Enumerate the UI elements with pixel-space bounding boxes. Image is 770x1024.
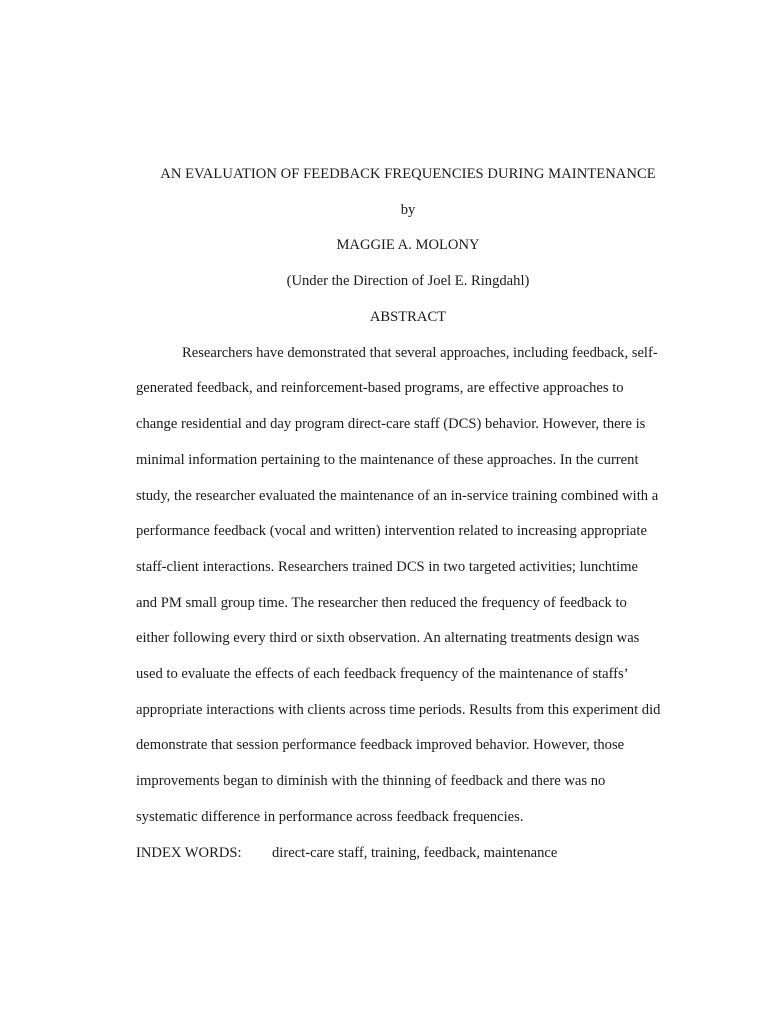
- abstract-heading: ABSTRACT: [369, 309, 447, 325]
- document-title: AN EVALUATION OF FEEDBACK FREQUENCIES DURING MAINTENANCE: [160, 166, 656, 182]
- abstract-line: systematic difference in performance across feedback frequencies.: [136, 809, 524, 825]
- author-name: MAGGIE A. MOLONY: [336, 237, 480, 253]
- abstract-line: study, the researcher evaluated the maintenance of an in-service training combined with a: [136, 488, 659, 504]
- abstract-line: change residential and day program direct-care staff (DCS) behavior. However, there is: [136, 416, 646, 432]
- abstract-line: demonstrate that session performance feedback improved behavior. However, those: [136, 737, 625, 753]
- direction-note: (Under the Direction of Joel E. Ringdahl): [286, 273, 530, 289]
- abstract-line: appropriate interactions with clients across time periods. Results from this experiment did: [136, 702, 661, 718]
- abstract-line: generated feedback, and reinforcement-based programs, are effective approaches to: [136, 380, 624, 396]
- index-words-list: direct-care staff, training, feedback, maintenance: [272, 845, 558, 861]
- abstract-line: improvements began to diminish with the thinning of feedback and there was no: [136, 773, 606, 789]
- abstract-line: either following every third or sixth observation. An alternating treatments design was: [136, 630, 640, 646]
- index-words-label: INDEX WORDS:: [136, 845, 242, 861]
- abstract-line: used to evaluate the effects of each feedback frequency of the maintenance of staffs’: [136, 666, 629, 682]
- abstract-line: performance feedback (vocal and written) intervention related to increasing appropriate: [136, 523, 647, 539]
- by-line: by: [400, 202, 416, 218]
- abstract-line: and PM small group time. The researcher then reduced the frequency of feedback to: [136, 595, 627, 611]
- abstract-line: minimal information pertaining to the maintenance of these approaches. In the current: [136, 452, 639, 468]
- abstract-line: staff-client interactions. Researchers trained DCS in two targeted activities; lunchtime: [136, 559, 638, 575]
- abstract-line: Researchers have demonstrated that several approaches, including feedback, self-: [182, 345, 658, 361]
